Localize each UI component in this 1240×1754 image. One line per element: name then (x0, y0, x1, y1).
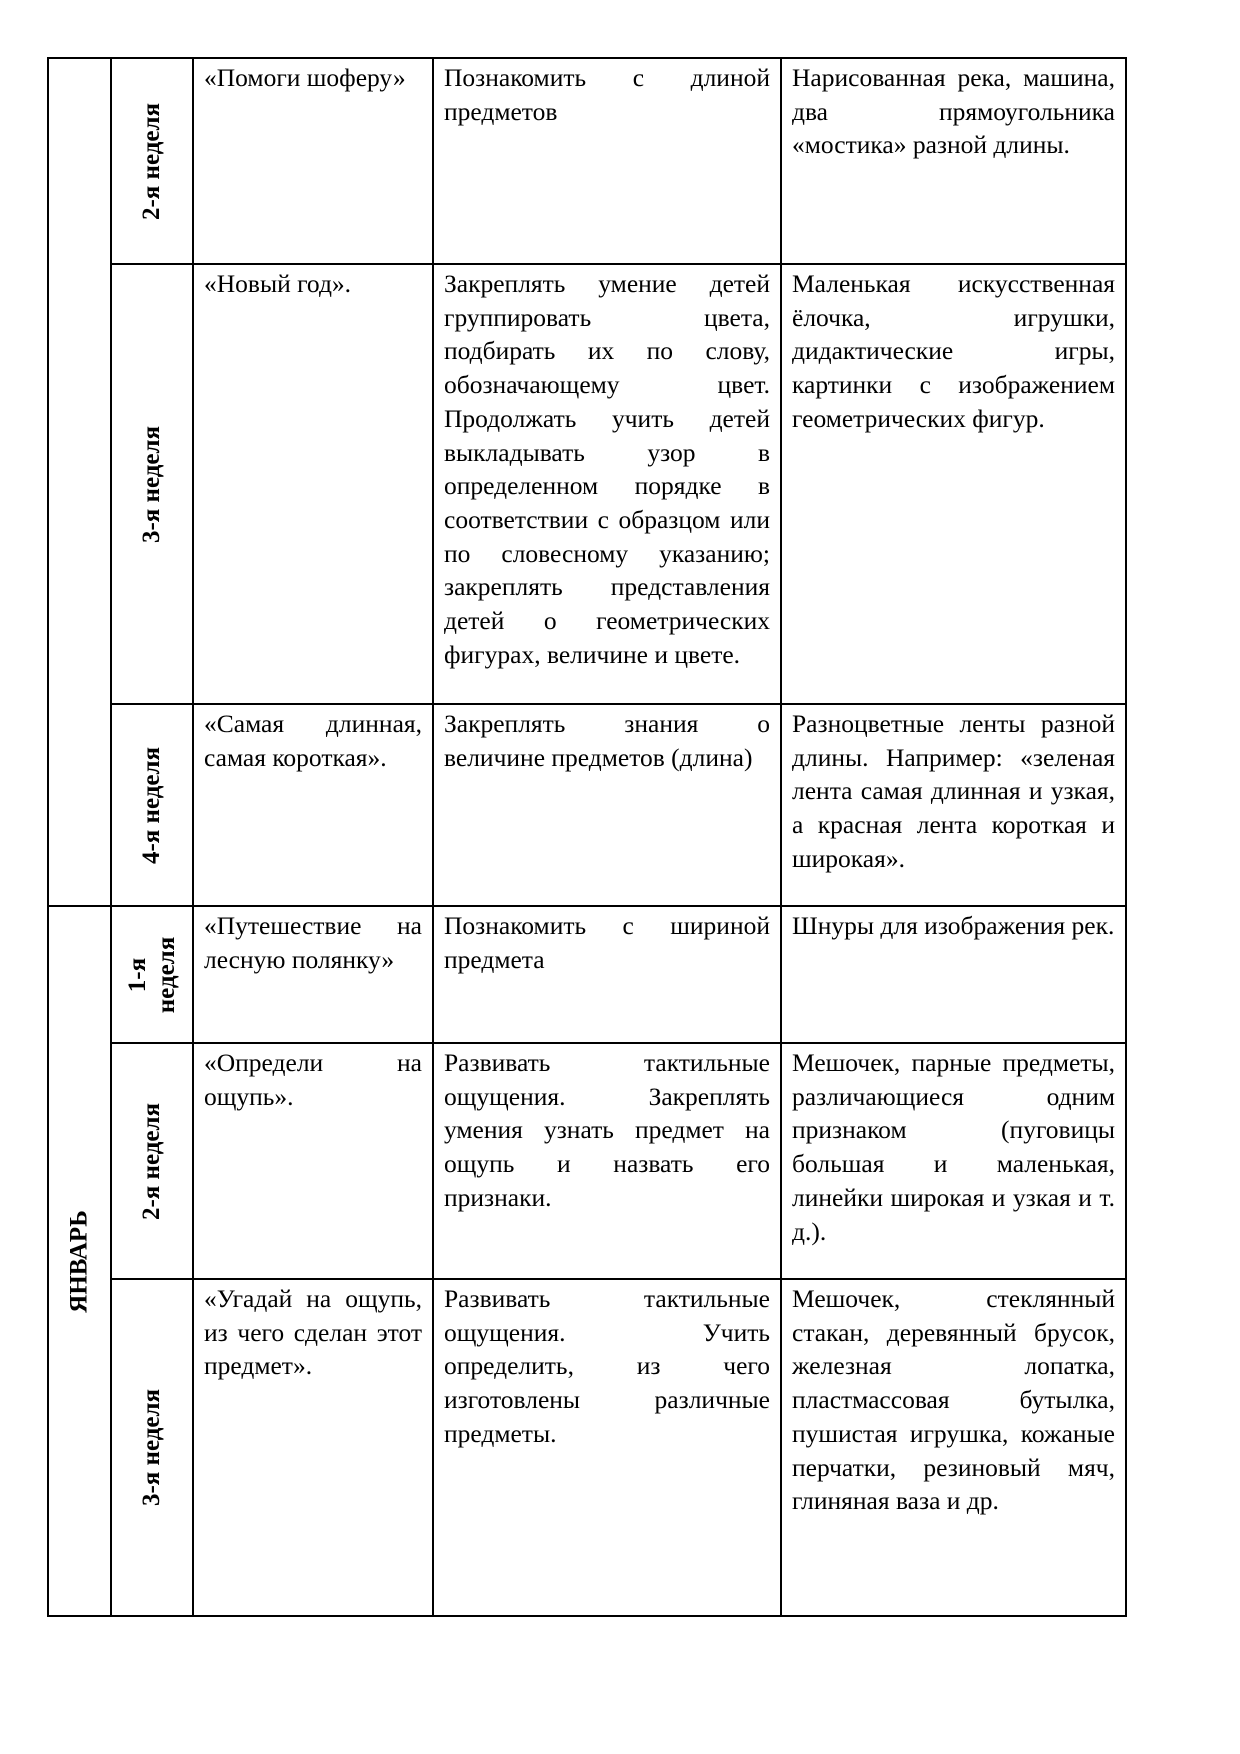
goal-cell: Закреплять знания о величине предметов (длина) (444, 709, 770, 772)
week-cell (112, 265, 192, 703)
game-cell: «Угадай на ощупь, из чего сделан этот предмет». (204, 1284, 422, 1381)
goal-cell: Развивать тактильные ощущения. Закреплять умения узнать предмет на ощупь и назвать его признаки. (444, 1048, 770, 1212)
materials-cell: Мешочек, стеклянный стакан, деревянный брусок, железная лопатка, пластмассовая бутылка, пушистая игрушка, кожаные перчатки, резиновый мяч, глиняная ваза и др. (792, 1284, 1115, 1516)
game-cell: «Самая длинная, самая короткая». (204, 709, 422, 772)
week-cell (112, 59, 192, 263)
table-border-right (1125, 57, 1127, 1617)
plan-table (47, 57, 1127, 1617)
week-label: 3-я неделя (138, 425, 166, 543)
month-label: ЯНВАРЬ (66, 1209, 93, 1313)
week-label: 3-я неделя (138, 1388, 166, 1507)
game-cell: «Путешествие на лесную полянку» (204, 911, 422, 974)
week-cell (112, 705, 192, 905)
goal-cell: Развивать тактильные ощущения. Учить определить, из чего изготовлены различные предметы. (444, 1284, 770, 1448)
materials-cell: Шнуры для изображения рек. (792, 911, 1115, 940)
week-cell (112, 907, 192, 1042)
goal-cell: Закреплять умение детей группировать цвета, подбирать их по слову, обозначающему цвет. Продолжать учить детей выкладывать узор в определенном порядке в соответствии с образцом или по словесному указанию; закреплять представления детей о геометрических фигурах, величине и цвете. (444, 269, 770, 669)
week-label: 1-я неделя (124, 936, 180, 1013)
table-border-bottom (47, 1615, 1127, 1617)
week-cell (112, 1044, 192, 1278)
game-cell: «Определи на ощупь». (204, 1048, 422, 1111)
week-label: 4-я неделя (138, 746, 166, 864)
materials-cell: Разноцветные ленты разной длины. Например: «зеленая лента самая длинная и узкая, а красная лента короткая и широкая». (792, 709, 1115, 873)
materials-cell: Мешочек, парные предметы, различающиеся одним признаком (пуговицы большая и маленькая, линейки широкая и узкая и т. д.). (792, 1048, 1115, 1246)
game-cell: «Новый год». (204, 269, 352, 298)
goal-cell: Познакомить с длиной предметов (444, 63, 770, 126)
month-cell (49, 907, 110, 1615)
goal-cell: Познакомить с шириной предмета (444, 911, 770, 974)
week-label: 2-я неделя (138, 102, 166, 220)
game-cell: «Помоги шоферу» (204, 63, 406, 92)
materials-cell: Маленькая искусственная ёлочка, игрушки, дидактические игры, картинки с изображением геометрических фигур. (792, 269, 1115, 433)
week-label: 2-я неделя (138, 1102, 166, 1220)
week-cell (112, 1280, 192, 1615)
materials-cell: Нарисованная река, машина, два прямоугольника «мостика» разной длины. (792, 63, 1115, 160)
